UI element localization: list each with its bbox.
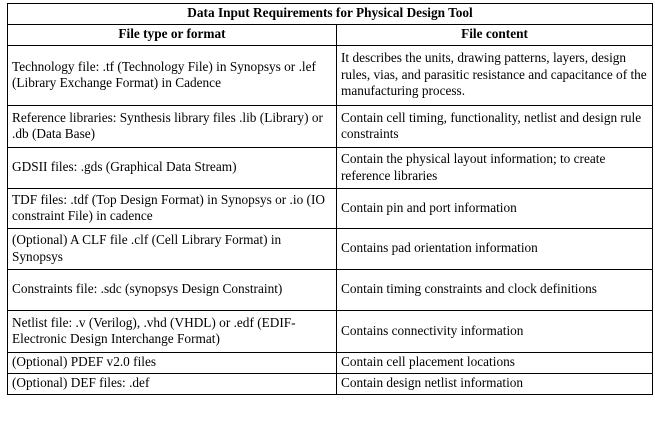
table-header-row [8,25,653,46]
file-type-cell: Reference libraries: Synthesis library files .lib (Library) or .db (Data Base) [8,106,337,148]
file-type-cell: Technology file: .tf (Technology File) in Synopsys or .lef (Library Exchange Format) in Cadence [8,46,337,106]
table-row [8,189,653,229]
table-row [8,374,653,395]
file-content-cell: Contains connectivity information [337,311,653,353]
file-type-cell: Netlist file: .v (Verilog), .vhd (VHDL) or .edf (EDIF-Electronic Design Interchange Format) [8,311,337,353]
file-type-cell: TDF files: .tdf (Top Design Format) in Synopsys or .io (IO constraint File) in cadence [8,189,337,229]
column-header-file-content: File content [337,25,653,46]
file-type-cell: GDSII files: .gds (Graphical Data Stream) [8,148,337,189]
table-row [8,46,653,106]
column-header-file-type: File type or format [8,25,337,46]
requirements-table [7,3,653,395]
table-row [8,311,653,353]
table-row [8,270,653,311]
file-content-cell: Contain timing constraints and clock definitions [337,270,653,311]
file-type-cell: (Optional) A CLF file .clf (Cell Library Format) in Synopsys [8,229,337,270]
table-title-row [8,4,653,25]
file-content-cell: Contain design netlist information [337,374,653,395]
table-row [8,106,653,148]
file-content-cell: Contain pin and port information [337,189,653,229]
file-content-cell: It describes the units, drawing patterns, layers, design rules, vias, and parasitic resistance and capacitance of the manufacturing process. [337,46,653,106]
file-content-cell: Contains pad orientation information [337,229,653,270]
file-content-cell: Contain cell timing, functionality, netlist and design rule constraints [337,106,653,148]
table-title: Data Input Requirements for Physical Design Tool [8,4,653,25]
file-type-cell: (Optional) DEF files: .def [8,374,337,395]
file-content-cell: Contain cell placement locations [337,353,653,374]
file-content-cell: Contain the physical layout information; to create reference libraries [337,148,653,189]
file-type-cell: (Optional) PDEF v2.0 files [8,353,337,374]
table-row [8,353,653,374]
table-row [8,148,653,189]
file-type-cell: Constraints file: .sdc (synopsys Design Constraint) [8,270,337,311]
table-row [8,229,653,270]
